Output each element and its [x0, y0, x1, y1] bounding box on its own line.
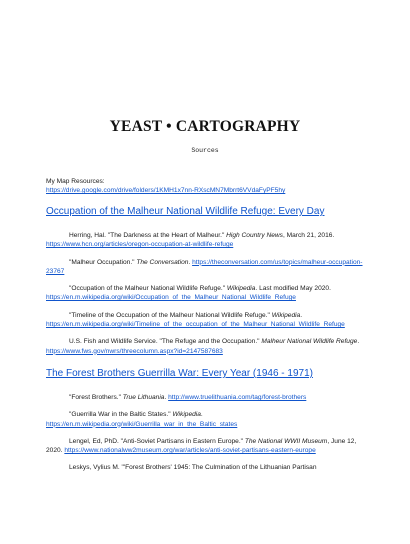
citation-link[interactable]: https://www.nationalww2museum.org/war/articles/anti-soviet-partisans-eastern-europe — [64, 447, 316, 455]
citation-link[interactable]: https://www.fws.gov/nwrs/threecolumn.aspx?id=2147587683 — [46, 347, 223, 355]
section-heading-forest-brothers[interactable]: The Forest Brothers Guerrilla War: Every Year (1946 - 1971) — [46, 367, 313, 379]
citation-link[interactable]: https://en.m.wikipedia.org/wiki/Occupation_of_the_Malheur_National_Wildlife_Refuge — [46, 294, 296, 302]
map-resources — [46, 177, 364, 195]
citation-entry: "Guerrilla War in the Baltic States." Wikipedia. https://en.m.wikipedia.org/wiki/Guerrilla_war_in_the_Baltic_states — [46, 411, 238, 428]
citation-entry: Herring, Hal. "The Darkness at the Heart of Malheur." High Country News, March 21, 2016. https://www.hcn.org/articles/oregon-occupation-at-wildlife-refuge — [46, 232, 335, 249]
citation-link[interactable]: https://www.hcn.org/articles/oregon-occupation-at-wildlife-refuge — [46, 241, 234, 249]
citation-entry: "Forest Brothers." True Lithuania. http://www.truelithuania.com/tag/forest-brothers — [69, 393, 307, 401]
map-resources-link[interactable]: https://drive.google.com/drive/folders/1KMH1x7nn-RXscMN7Mbrrt6VVdaFyPF5hy — [46, 187, 286, 194]
citation-entry: "Timeline of the Occupation of the Malheur National Wildlife Refuge." Wikipedia. https://en.m.wikipedia.org/wiki/Timeline_of_the_occupation_of_the_Malheur_National_Wildlife_Refuge — [46, 311, 345, 329]
citation-link[interactable]: https://theconversation.com/us/topics/malheur-occupation-23767 — [46, 258, 363, 275]
citation-link[interactable]: https://en.m.wikipedia.org/wiki/Timeline_of_the_occupation_of_the_Malheur_National_Wildlife_Refuge — [46, 321, 345, 329]
citation-entry: "Malheur Occupation." The Conversation. https://theconversation.com/us/topics/malheur-occupation-23767 — [46, 258, 363, 275]
map-resources-label: My Map Resources: — [46, 178, 105, 185]
document-subtitle: Sources — [191, 147, 219, 154]
section-heading-malheur[interactable]: Occupation of the Malheur National Wildlife Refuge: Every Day — [46, 206, 325, 217]
citation-link[interactable]: https://en.m.wikipedia.org/wiki/Guerrilla_war_in_the_Baltic_states — [46, 420, 238, 428]
citation-entry: Lengel, Ed, PhD. "Anti-Soviet Partisans in Eastern Europe." The National WWII Museum, June 12, 2020. https://www.nationalww2museum.org/war/articles/anti-soviet-partisans-eastern-europe — [46, 437, 357, 455]
citation-link[interactable]: http://www.truelithuania.com/tag/forest-brothers — [168, 393, 307, 401]
document-body — [46, 118, 364, 473]
citation-entry: Leskys, Vylius M. "'Forest Brothers' 1945: The Culmination of the Lithuanian Partisan — [69, 464, 317, 472]
citation-entry: "Occupation of the Malheur National Wildlife Refuge." Wikipedia. Last modified May 2020. https://en.m.wikipedia.org/wiki/Occupation_of_the_Malheur_National_Wildlife_Refuge — [46, 285, 331, 302]
document-title: YEAST • CARTOGRAPHY — [109, 118, 301, 135]
citation-entry: U.S. Fish and Wildlife Service. "The Refuge and the Occupation." Malheur National Wildlife Refuge. https://www.fws.gov/nwrs/threecolumn.aspx?id=2147587683 — [46, 338, 360, 355]
